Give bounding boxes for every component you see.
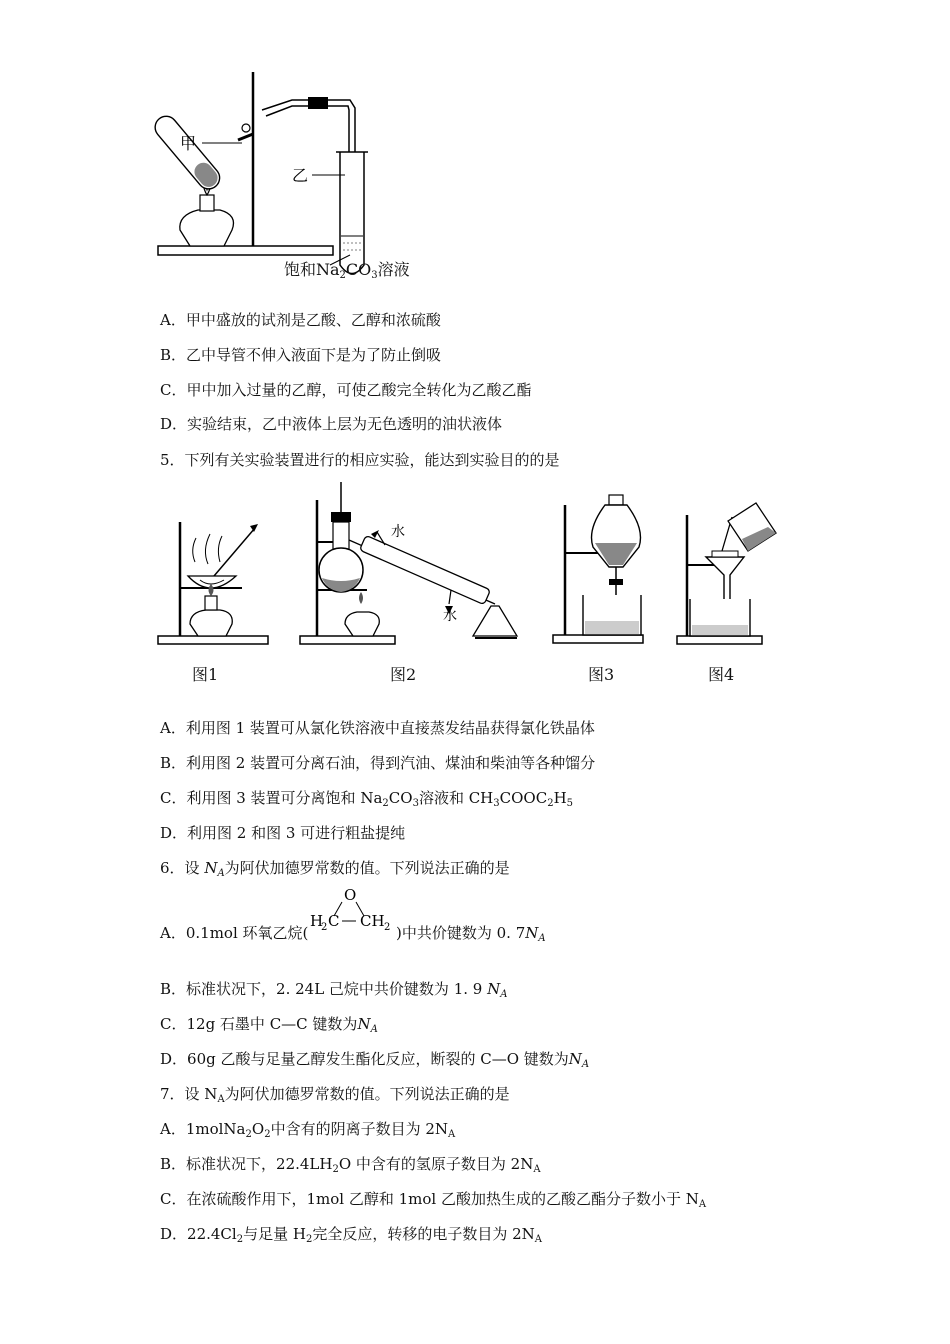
ring-right-ch: CH — [360, 912, 385, 930]
ring-oxygen: O — [344, 886, 357, 904]
esterification-apparatus-figure — [150, 60, 470, 285]
fig2-water-outlet-label: 水 — [443, 608, 457, 624]
figure-1-evaporation — [150, 500, 275, 650]
q4-option-d: D．实验结束，乙中液体上层为无色透明的油状液体 — [160, 415, 503, 433]
ring-left-h: H — [310, 912, 324, 930]
q6-stem: 6．设 $N_A$为阿伏加德罗常数的值。下列说法正确的是 — [160, 859, 510, 879]
figure-3-separatory-funnel — [545, 485, 655, 650]
figure-2-distillation — [295, 480, 525, 650]
figure-4-filtration — [672, 495, 787, 650]
q6-option-a-suffix: )中共价键数为 0. $7N_A$ — [396, 924, 546, 944]
q7-option-c: C．在浓硫酸作用下，1mol 乙醇和 1mol 乙酸加热生成的乙酸乙酯分子数小于 $N_A$ — [160, 1190, 707, 1210]
q6-option-b: B．标准状况下，2. 24L 己烷中共价键数为 1. 9 $N_A$ — [160, 980, 508, 1000]
q7-stem: 7．设 $N_A$为阿伏加德罗常数的值。下列说法正确的是 — [160, 1085, 510, 1105]
label-yi: 乙 — [292, 166, 309, 185]
q6-option-a-prefix: A．0.1mol 环氧乙烷( — [160, 924, 309, 942]
q6-option-d: D．60g 乙酸与足量乙醇发生酯化反应，断裂的 C—O 键数为$N_A$ — [160, 1050, 590, 1070]
q4-option-b: B．乙中导管不伸入液面下是为了防止倒吸 — [160, 346, 442, 364]
ring-left-c: C — [328, 912, 340, 930]
q7-option-b: B．标准状况下，$22.4LH_2O$ 中含有的氢原子数目为 $2N_A$ — [160, 1155, 541, 1175]
label-jia: 甲 — [180, 134, 197, 153]
q7-option-d: D．$22.4Cl_2$与足量 $H_2$完全反应，转移的电子数目为 $2N_A$ — [160, 1225, 542, 1245]
q5-option-b: B．利用图 2 装置可分离石油，得到汽油、煤油和柴油等各种馏分 — [160, 754, 596, 772]
q5-stem: 5．下列有关实验装置进行的相应实验，能达到实验目的的是 — [160, 451, 560, 469]
q5-option-d: D．利用图 2 和图 3 可进行粗盐提纯 — [160, 824, 406, 842]
q4-option-c: C．甲中加入过量的乙醇，可使乙酸完全转化为乙酸乙酯 — [160, 381, 532, 399]
fig-label-2: 图2 — [390, 665, 417, 684]
figure-top-caption: 饱和$Na_2CO_3$溶液 — [284, 260, 410, 281]
q7-option-a: A．$1molNa_2O_2$中含有的阴离子数目为 $2N_A$ — [160, 1120, 456, 1140]
q5-option-a: A．利用图 1 装置可从氯化铁溶液中直接蒸发结晶获得氯化铁晶体 — [160, 719, 595, 737]
fig-label-1: 图1 — [192, 665, 219, 684]
q4-option-a: A．甲中盛放的试剂是乙酸、乙醇和浓硫酸 — [160, 311, 441, 329]
q6-option-c: C．12g 石墨中 C—C 键数为$N_A$ — [160, 1015, 378, 1035]
ethylene-oxide-structure — [306, 884, 396, 934]
fig-label-4: 图4 — [708, 665, 735, 684]
ring-right-sub: 2 — [384, 922, 391, 933]
fig2-water-inlet-label: 水 — [391, 524, 405, 540]
ring-left-sub: 2 — [321, 922, 328, 933]
fig-label-3: 图3 — [588, 665, 615, 684]
q5-option-c: C．利用图 3 装置可分离饱和 $Na_2CO_3$溶液和 $CH_3COOC_2H_5$ — [160, 789, 574, 809]
